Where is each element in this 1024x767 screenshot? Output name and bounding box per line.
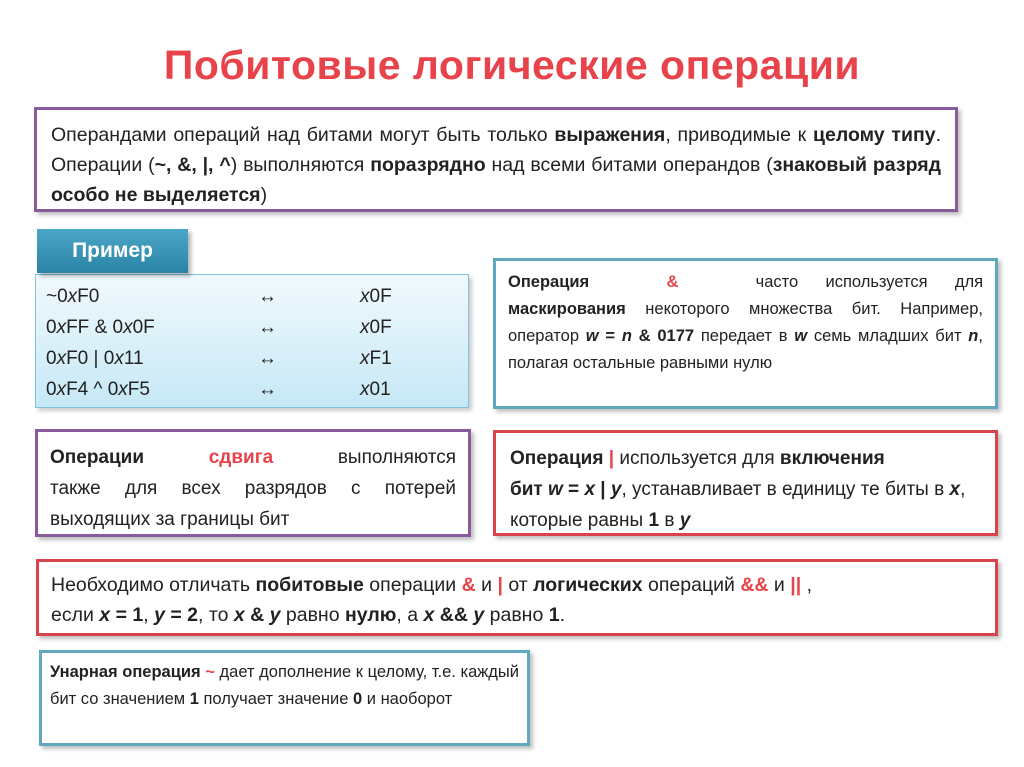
equivalence-arrow: ↔ (258, 379, 277, 400)
mask-text: некоторого множества бит. Например, оператор (508, 300, 983, 345)
var-x: x (99, 604, 111, 626)
example-result: x01 (360, 379, 391, 400)
masking-box (493, 258, 998, 409)
mask-text: = (598, 327, 622, 345)
var-n: n (621, 327, 632, 345)
intro-expressions: выражения (554, 124, 666, 146)
dist-text: && (434, 604, 474, 626)
intro-text: . Операции ( (51, 124, 941, 176)
var-w: w (794, 327, 808, 345)
intro-operators: ~, &, |, ^ (154, 154, 231, 176)
dist-text: = 1 (110, 604, 144, 626)
or-box (493, 430, 998, 536)
var-y: y (610, 479, 622, 500)
intro-text: ) выполняются (230, 154, 371, 176)
example-row (46, 343, 468, 374)
intro-text: Операндами операций над битами могут быть только (51, 124, 555, 146)
dist-text: операций (642, 574, 741, 596)
or-text: , устанавливает в единицу те биты в (621, 479, 950, 500)
example-tab: Пример (37, 229, 188, 273)
example-result: xF1 (360, 348, 392, 369)
dist-text: равно (280, 604, 345, 626)
var-x: x (423, 604, 435, 626)
or-text: = (562, 479, 585, 500)
tilde-operator: ~ (205, 663, 215, 681)
dist-text: . (559, 604, 565, 626)
example-result: x0F (360, 286, 392, 307)
logical-or-operator: || (790, 574, 802, 596)
mask-text: , полагая остальные равными нулю (508, 327, 983, 372)
var-w: w (548, 479, 563, 500)
intro-bitwise: поразрядно (370, 154, 486, 176)
mask-masking: маскирования (508, 300, 626, 318)
dist-text: = 2 (164, 604, 199, 626)
or-one: 1 (648, 510, 660, 531)
unary-text: дает дополнение к целому, т.е. каждый бит со значением (50, 663, 519, 708)
dist-text: , (143, 604, 155, 626)
var-y: y (269, 604, 281, 626)
or-text: | (595, 479, 611, 500)
mask-text: & 0177 (631, 327, 695, 345)
or-text: бит (510, 479, 548, 500)
example-box (35, 274, 469, 408)
intro-text: над всеми битами операндов ( (485, 154, 773, 176)
dist-text: от (502, 574, 534, 596)
mask-text: часто используется для (755, 273, 984, 291)
example-row (46, 281, 468, 312)
shift-box (35, 429, 471, 537)
equivalence-arrow: ↔ (258, 317, 277, 338)
dist-bitwise: побитовые (255, 574, 364, 596)
equivalence-arrow: ↔ (258, 286, 277, 307)
var-x: x (584, 479, 596, 500)
or-inclusion: включения (779, 448, 885, 469)
logical-and-operator: && (740, 574, 769, 596)
var-x: x (949, 479, 961, 500)
shift-operation-label: Операции (50, 447, 145, 468)
or-operation-label: Операция (510, 448, 604, 469)
mask-text: семь младших бит (807, 327, 969, 345)
var-y: y (473, 604, 485, 626)
var-y: y (679, 510, 691, 531)
dist-text: равно (484, 604, 549, 626)
unary-zero: 0 (353, 690, 363, 708)
intro-text: , приводимые к (665, 124, 813, 146)
equivalence-arrow: ↔ (258, 348, 277, 369)
dist-text: и (768, 574, 791, 596)
shift-keyword: сдвига (208, 447, 274, 468)
intro-sign-bit: знаковый разряд особо не выделяется (51, 154, 941, 206)
dist-text: операции (363, 574, 462, 596)
dist-text: , а (396, 604, 424, 626)
unary-one: 1 (189, 690, 199, 708)
dist-text: & (244, 604, 270, 626)
dist-text: , (801, 574, 813, 596)
var-n: n (968, 327, 979, 345)
example-row (46, 312, 468, 343)
or-text: , которые равны (510, 479, 966, 531)
dist-text: , то (198, 604, 234, 626)
intro-text: ) (260, 184, 268, 206)
var-w: w (585, 327, 599, 345)
example-row (46, 374, 468, 405)
unary-text: и наоборот (362, 690, 453, 708)
dist-logical: логических (533, 574, 643, 596)
unary-text: получает значение (198, 690, 353, 708)
or-operator: | (497, 574, 503, 596)
dist-text: если (51, 604, 100, 626)
unary-label: Унарная операция (50, 663, 206, 681)
or-text: используется для (614, 448, 780, 469)
intro-integer-type: целому типу (813, 124, 936, 146)
and-operator: & (461, 574, 476, 596)
example-expression: 0xF4 ^ 0xF5 (46, 379, 150, 400)
example-expression: 0xFF & 0x0F (46, 317, 155, 338)
mask-operation-label: Операция (508, 273, 590, 291)
dist-text: Необходимо отличать (51, 574, 256, 596)
intro-box (34, 107, 958, 212)
or-text: в (659, 510, 680, 531)
example-expression: 0xF0 | 0x11 (46, 348, 144, 369)
page-title: Побитовые логические операции (163, 42, 861, 88)
example-result: x0F (360, 317, 392, 338)
unary-box (39, 650, 530, 746)
dist-one: 1 (548, 604, 560, 626)
dist-zero: нулю (344, 604, 397, 626)
or-operator: | (608, 448, 615, 469)
mask-text: передает в (694, 327, 795, 345)
shift-text: выполняются также для всех разрядов с потерей выходящих за границы бит (50, 447, 456, 530)
var-x: x (233, 604, 245, 626)
and-operator: & (666, 273, 679, 291)
distinguish-box (36, 559, 998, 636)
var-y: y (154, 604, 165, 626)
dist-text: и (475, 574, 498, 596)
example-expression: ~0xF0 (46, 286, 100, 307)
